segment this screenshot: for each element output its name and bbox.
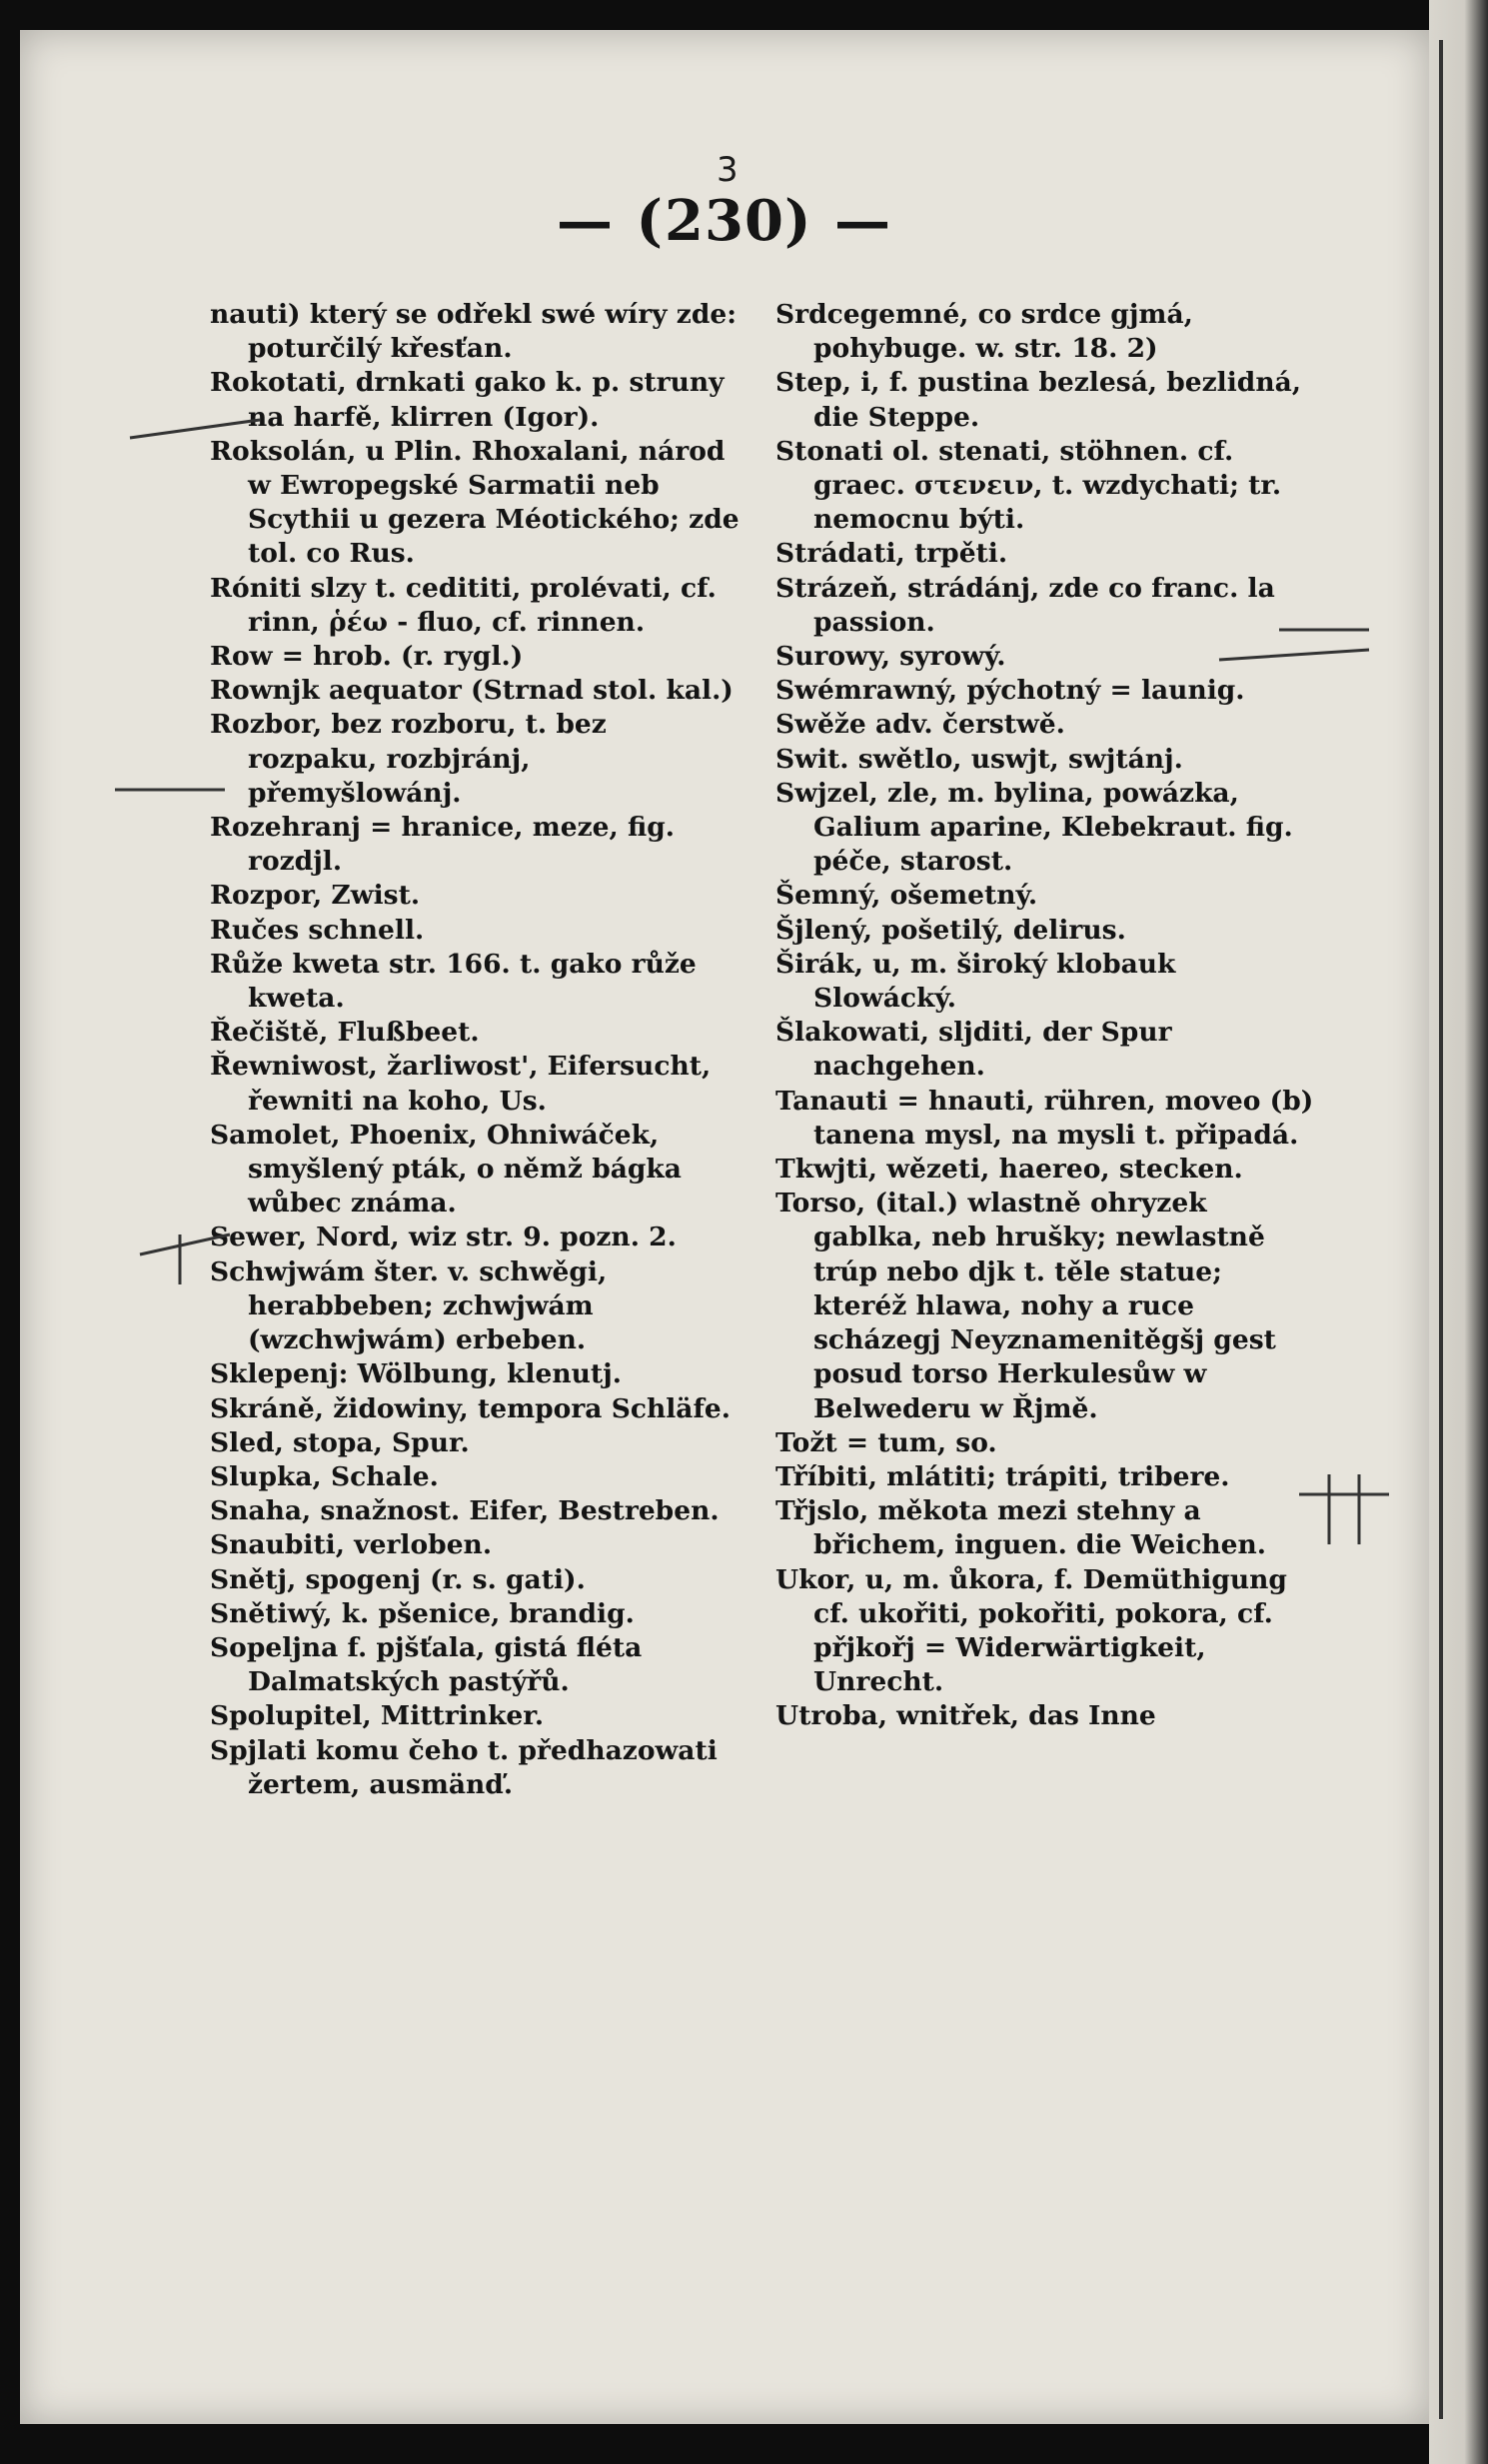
dictionary-entry: Růže kweta str. 166. t. gako růže kweta. [210, 948, 697, 1015]
book-page [20, 30, 1429, 2424]
dictionary-entry: Třjslo, měkota mezi stehny a břichem, inguen. die Weichen. [775, 1495, 1266, 1561]
header-dash-left: — ( [557, 188, 666, 254]
dictionary-entry: Surowy, syrowý. [775, 641, 1006, 673]
dictionary-entry: Row = hrob. (r. rygl.) [210, 641, 524, 673]
header-dash-right: ) — [783, 188, 892, 254]
dictionary-entry: Snětiwý, k. pšenice, brandig. [210, 1597, 635, 1629]
dictionary-entry: Tkwjti, wězeti, haereo, stecken. [775, 1154, 1243, 1186]
dictionary-entry: Srdcegemné, co srdce gjmá, pohybuge. w. str. 18. 2) [775, 299, 1193, 365]
adjacent-page-edge [1429, 0, 1488, 2464]
dictionary-entry: Skráně, židowiny, tempora Schläfe. [210, 1392, 731, 1424]
dictionary-entry: Strázeň, strádánj, zde co franc. la passion. [775, 572, 1275, 638]
dictionary-entry: Spjlati komu čeho t. předhazowati žertem, ausmänď. [210, 1734, 718, 1800]
page-edge-line [1439, 40, 1443, 2419]
margin-pencil-stroke [130, 400, 270, 460]
dictionary-entry: Swěže adv. čerstwě. [775, 709, 1065, 741]
dictionary-entry: Step, i, f. pustina bezlesá, bezlidná, die Steppe. [775, 367, 1302, 433]
dictionary-entry: Ukor, u, m. ůkora, f. Demüthigung cf. ukořiti, pokořiti, pokora, cf. přjkořj = Widerwärtigkeit, Unrecht. [775, 1563, 1287, 1698]
pencil-mark: 3 [717, 150, 739, 190]
dictionary-entry: Stonati ol. stenati, stöhnen. cf. graec. στενειν, t. wzdychati; tr. nemocnu býti. [775, 435, 1282, 536]
dictionary-entry: Strádati, trpěti. [775, 538, 1008, 570]
dictionary-entry: Snětj, spogenj (r. s. gati). [210, 1563, 586, 1595]
dictionary-entry: Sopeljna f. pjšťala, gistá fléta Dalmatských pastýřů. [210, 1631, 643, 1698]
dictionary-entry: Ručes schnell. [210, 914, 425, 946]
dictionary-entry: Šlakowati, sljditi, der Spur nachgehen. [775, 1017, 1172, 1083]
dictionary-entry: Torso, (ital.) wlastně ohryzek gablka, neb hrušky; newlastně trúp nebo djk t. těle statue; kteréž hlawa, nohy a ruce scházegj Neyznamenitěgšj gest posud torso Herkulesůw w Belwederu w Řjmě. [775, 1188, 1276, 1424]
dictionary-entry: Samolet, Phoenix, Ohniwáček, smyšlený pták, o němž bágka wůbec známa. [210, 1119, 682, 1220]
dictionary-entry: Rozpor, Zwist. [210, 880, 421, 912]
dictionary-entry: Tříbiti, mlátiti; trápiti, tribere. [775, 1460, 1230, 1492]
dictionary-entry: nauti) který se odřekl swé wíry zde: poturčilý křesťan. [210, 299, 738, 365]
dictionary-entry: Snaubiti, verloben. [210, 1529, 493, 1561]
margin-pencil-stroke [1299, 1474, 1399, 1554]
dictionary-entry: Rozehranj = hranice, meze, fig. rozdjl. [210, 812, 675, 878]
dictionary-entry: Rownjk aequator (Strnad stol. kal.) [210, 675, 734, 707]
dictionary-entry: Sewer, Nord, wiz str. 9. pozn. 2. [210, 1222, 677, 1253]
right-column [775, 298, 1315, 1734]
margin-pencil-stroke [1219, 620, 1379, 680]
page-header [20, 188, 1429, 254]
dictionary-entry: Slupka, Schale. [210, 1460, 439, 1492]
dictionary-entry: Tanauti = hnauti, rühren, moveo (b) tanena mysl, na mysli t. připadá. [775, 1085, 1314, 1151]
dictionary-entry: Swjzel, zle, m. bylina, powázka, Galium aparine, Klebekraut. fig. péče, starost. [775, 777, 1293, 878]
left-column [210, 298, 740, 1802]
dictionary-entry: Rokotati, drnkati gako k. p. struny na harfě, klirren (Igor). [210, 367, 725, 433]
margin-pencil-stroke [140, 1215, 240, 1294]
dictionary-entry: Utroba, wnitřek, das Inne [775, 1700, 1156, 1732]
dictionary-entry: Swit. swětlo, uswjt, swjtánj. [775, 743, 1183, 775]
dictionary-entry: Řewniwost, žarliwost', Eifersucht, řewniti na koho, Us. [210, 1051, 712, 1117]
page-number: 230 [665, 188, 784, 254]
dictionary-entry: Schwjwám šter. v. schwěgi, herabbeben; zchwjwám (wzchwjwám) erbeben. [210, 1255, 608, 1356]
dictionary-entry: Sled, stopa, Spur. [210, 1426, 470, 1458]
dictionary-entry: Roksolán, u Plin. Rhoxalani, národ w Ewropegské Sarmatii neb Scythii u gezera Méotického; zde tol. co Rus. [210, 435, 740, 570]
dictionary-entry: Širák, u, m. široký klobauk Slowácký. [775, 948, 1176, 1015]
dictionary-entry: Spolupitel, Mittrinker. [210, 1700, 545, 1732]
dictionary-entry: Rozbor, bez rozboru, t. bez rozpaku, rozbjránj, přemyšlowánj. [210, 709, 607, 809]
dictionary-entry: Róniti slzy t. cedititi, prolévati, cf. rinn, ῥέω - fluo, cf. rinnen. [210, 572, 717, 638]
dictionary-entry: Swémrawný, pýchotný = launig. [775, 675, 1245, 707]
dictionary-entry: Tožt = tum, so. [775, 1426, 997, 1458]
dictionary-entry: Řečiště, Flußbeet. [210, 1017, 480, 1049]
dictionary-entry: Šemný, ošemetný. [775, 880, 1038, 912]
dictionary-entry: Šjlený, pošetilý, delirus. [775, 914, 1126, 946]
dictionary-entry: Snaha, snažnost. Eifer, Bestreben. [210, 1495, 720, 1527]
dictionary-entry: Sklepenj: Wölbung, klenutj. [210, 1358, 622, 1390]
margin-pencil-stroke [115, 760, 235, 800]
